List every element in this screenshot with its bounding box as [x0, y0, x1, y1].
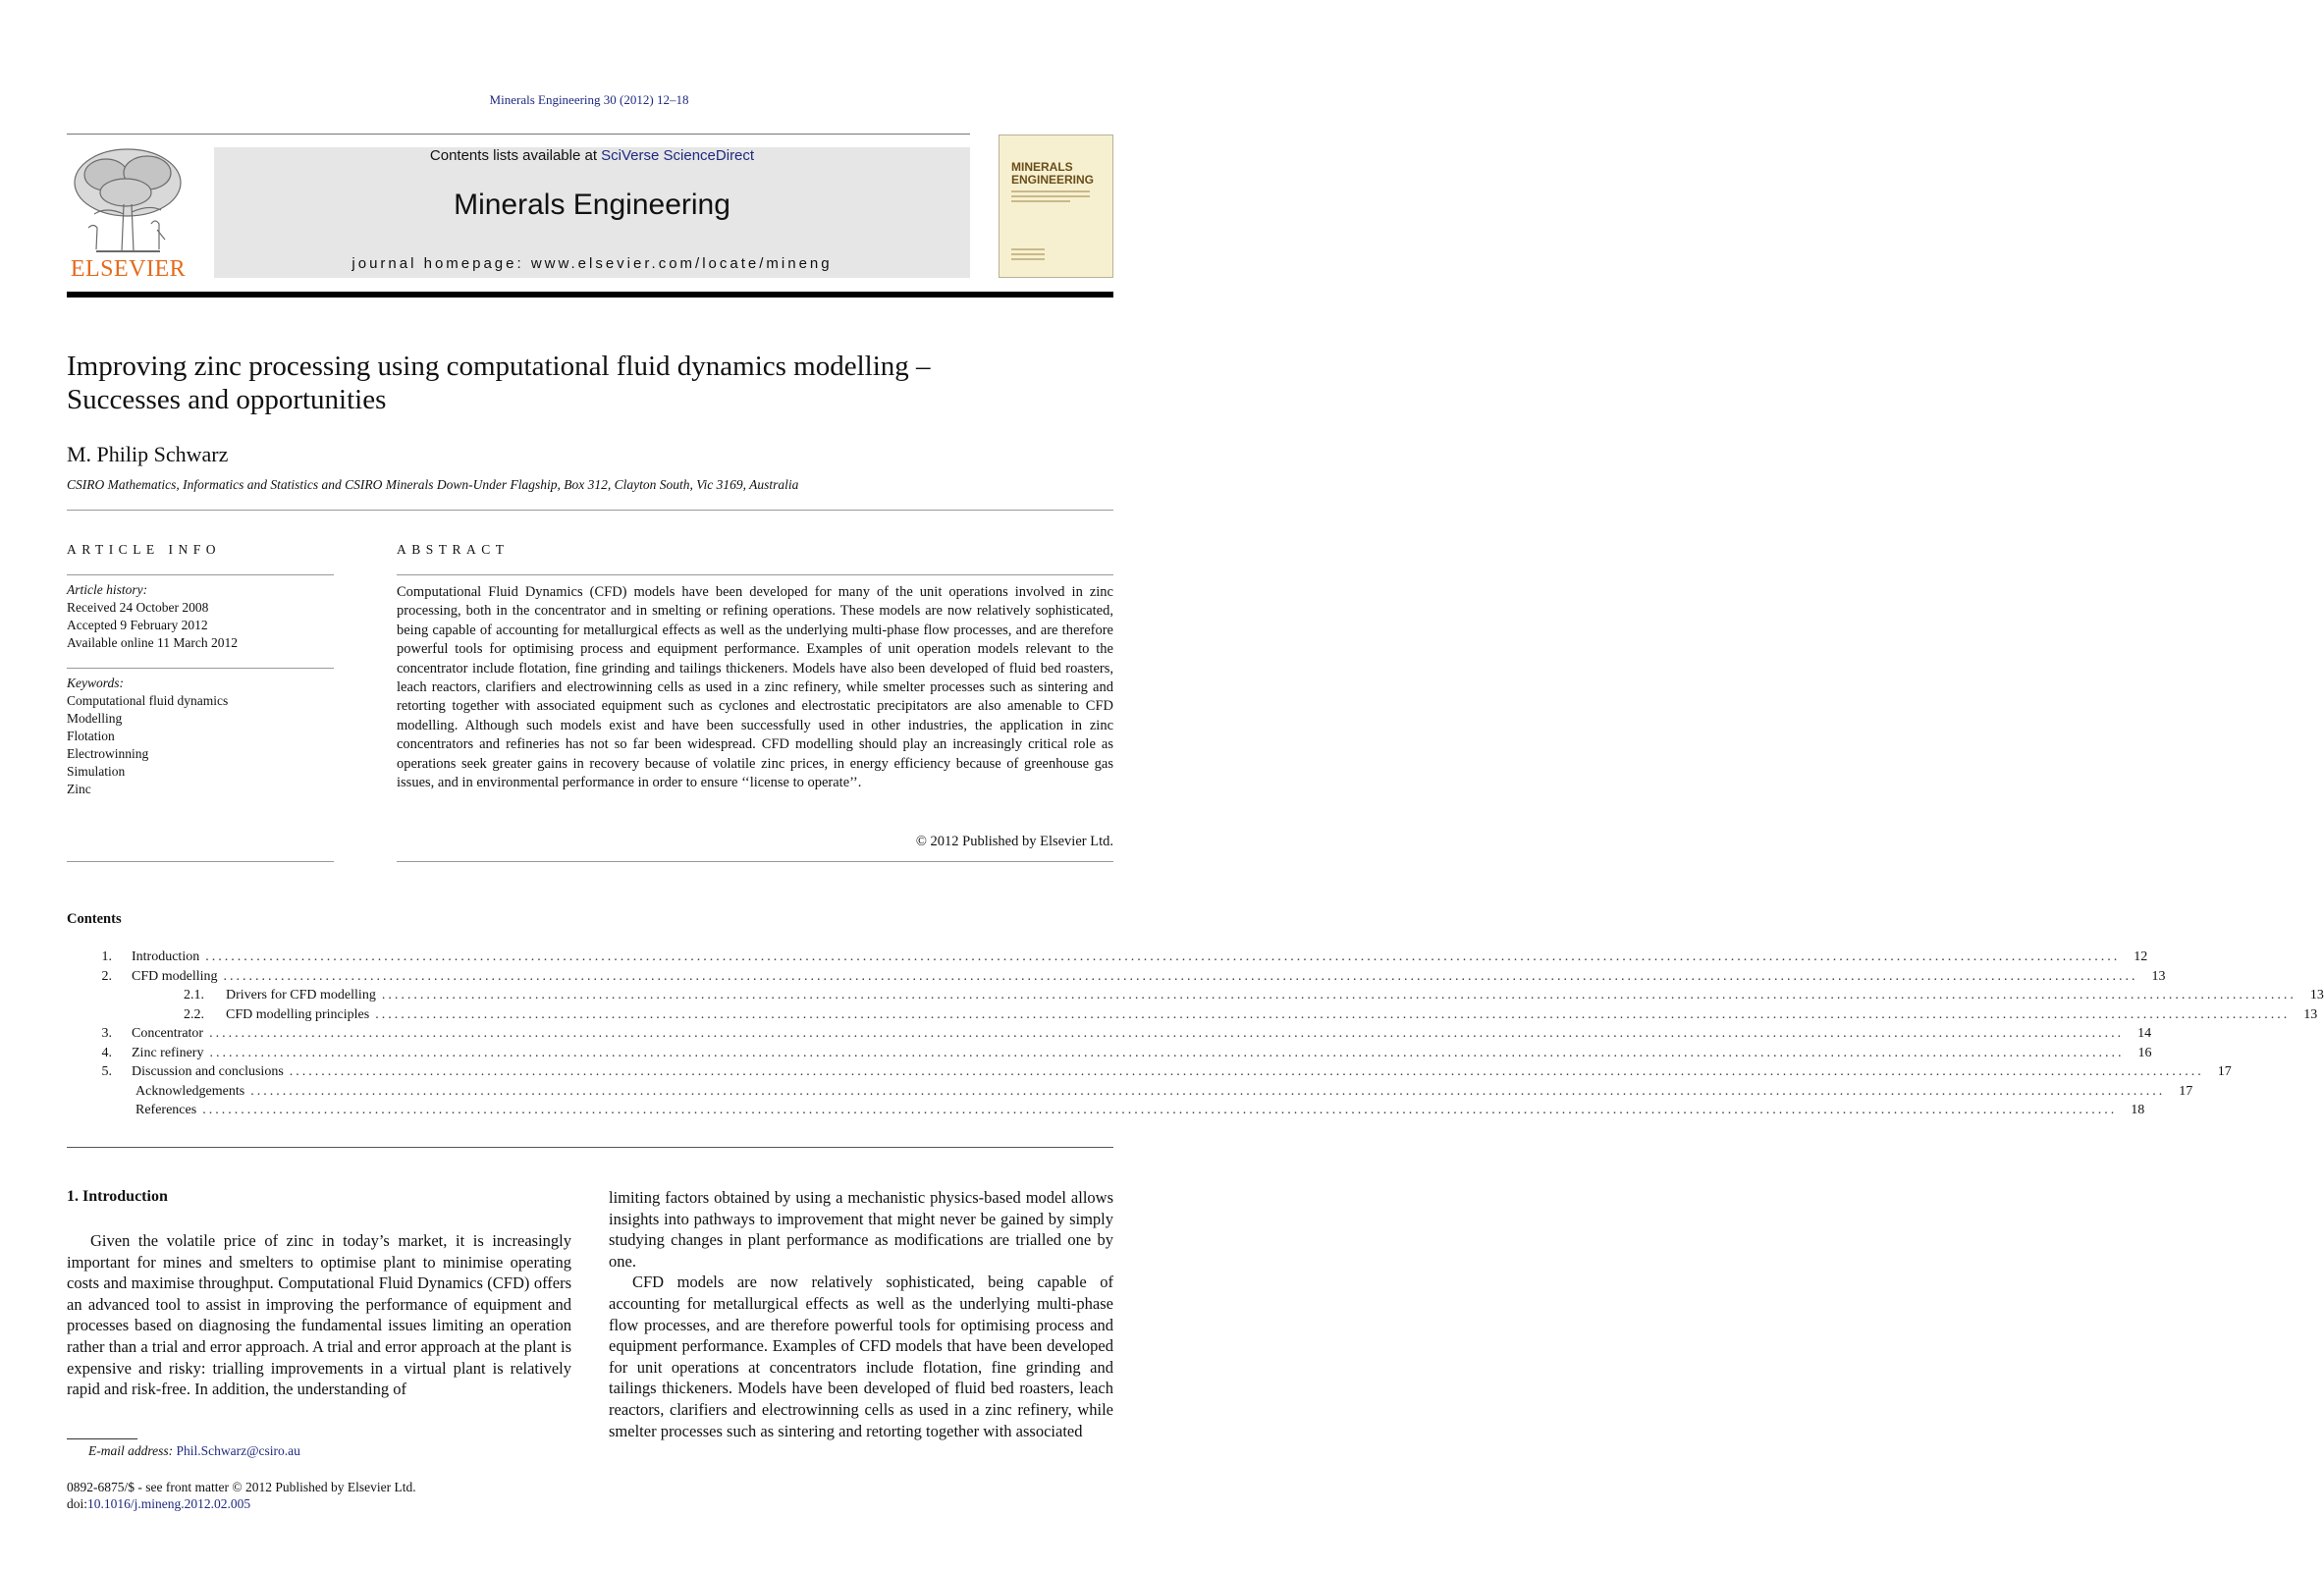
article-info-heading: ARTICLE INFO: [67, 542, 222, 557]
email-link[interactable]: Phil.Schwarz@csiro.au: [176, 1443, 300, 1458]
toc-leader-dots: ............................................................................................................................................................................................................................................................................................................: [202, 1103, 2118, 1117]
introduction-heading: 1. Introduction: [67, 1188, 168, 1205]
issn-line: 0892-6875/$ - see front matter © 2012 Published by Elsevier Ltd.: [67, 1480, 416, 1494]
article-title: [67, 350, 1113, 416]
email-label: E-mail address:: [88, 1443, 177, 1458]
toc-label[interactable]: Discussion and conclusions: [132, 1064, 284, 1079]
introduction-paragraph: CFD models are now relatively sophisticated, being capable of accounting for metallurgical effects as well as the underlying multi-phase flow processes, and are therefore powerful tools for optimising process and equipment performance. Examples of CFD models that have been developed for unit operations at concentrators include flotation, fine grinding and tailings thickeners. Models have been developed of fluid bed roasters, leach reactors, clarifiers and electrowinning cells as used in a zinc refinery, while smelter processes such as sintering and retorting together with associated: [609, 1273, 1113, 1440]
keyword: Zinc: [67, 782, 91, 796]
introduction-right-column: [609, 1187, 1113, 1441]
introduction-paragraph: Given the volatile price of zinc in today’s market, it is increasingly important for mines and smelters to optimise plant to minimise operating costs and maximise throughput. Computational Fluid Dynamics (CFD) offers an advanced tool to assist in improving the performance of equipment and processes based on diagnosing the fundamental issues limiting an operation rather than a trial and error approach. A trial and error approach at the plant is expensive and risky: trialling improvements in a virtual plant is relatively rapid and risk-free. In addition, the understanding of: [67, 1231, 571, 1399]
toc-leader-dots: ............................................................................................................................................................................................................................................................................................................: [250, 1083, 2166, 1099]
toc-number: 2.2.: [184, 1006, 204, 1022]
abstract-copyright: © 2012 Published by Elsevier Ltd.: [915, 834, 1113, 849]
author-affiliation: CSIRO Mathematics, Informatics and Statistics and CSIRO Minerals Down-Under Flagship, Box 312, Clayton South, Vic 3169, Australia: [67, 477, 799, 492]
toc-leader-dots: ............................................................................................................................................................................................................................................................................................................: [209, 1045, 2125, 1060]
keywords-rule: [67, 668, 334, 669]
toc-label[interactable]: Introduction: [132, 949, 200, 964]
history-received: Received 24 October 2008: [67, 600, 209, 615]
journal-name: Minerals Engineering: [454, 189, 730, 221]
title-line-1: Improving zinc processing using computational fluid dynamics modelling –: [67, 351, 931, 382]
footnote-rule: [67, 1438, 137, 1439]
toc-entry[interactable]: [67, 968, 2166, 989]
toc-label[interactable]: Drivers for CFD modelling: [226, 988, 376, 1002]
toc-label[interactable]: Zinc refinery: [132, 1045, 204, 1060]
doi-prefix: doi:: [67, 1496, 88, 1511]
toc-number: 2.: [101, 968, 112, 984]
keyword: Computational fluid dynamics: [67, 693, 229, 708]
history-accepted: Accepted 9 February 2012: [67, 618, 208, 632]
toc-page-number: 17: [2217, 1064, 2232, 1079]
toc-label[interactable]: References: [135, 1103, 197, 1117]
toc-entry[interactable]: [67, 1064, 2232, 1084]
cover-decoration: [1011, 190, 1090, 205]
journal-homepage[interactable]: journal homepage: www.elsevier.com/locate/mineng: [351, 255, 833, 272]
contents-bottom-rule: [67, 1147, 1113, 1148]
toc-entry[interactable]: [67, 988, 2324, 1007]
toc-page-number: 18: [2131, 1103, 2145, 1117]
introduction-paragraph: limiting factors obtained by using a mechanistic physics-based model allows insights into pathways to improvement that might never be gained by simply studying changes in plant performance as modifications are trialled one by one.: [609, 1188, 1113, 1271]
keywords: [67, 675, 334, 798]
toc-leader-dots: ............................................................................................................................................................................................................................................................................................................: [289, 1064, 2204, 1079]
toc-number: 3.: [101, 1026, 112, 1041]
journal-cover[interactable]: [999, 135, 1113, 278]
toc-leader-dots: ............................................................................................................................................................................................................................................................................................................: [381, 988, 2297, 1002]
doi-line: [67, 1495, 416, 1512]
affiliation-rule: [67, 510, 1113, 511]
article-info-rule: [67, 574, 334, 575]
keyword: Modelling: [67, 711, 123, 726]
article-info-bottom-rule: [67, 861, 334, 862]
toc-leader-dots: ............................................................................................................................................................................................................................................................................................................: [209, 1026, 2125, 1041]
keyword: Flotation: [67, 729, 115, 743]
toc-number: 1.: [101, 949, 112, 964]
abstract-heading: ABSTRACT: [397, 542, 510, 557]
toc-page-number: 13: [2151, 968, 2166, 984]
keyword: Simulation: [67, 764, 126, 779]
toc-page-number: 17: [2179, 1083, 2193, 1099]
abstract-rule: [397, 574, 1113, 575]
toc-number: 2.1.: [184, 988, 204, 1002]
toc-entry[interactable]: [67, 949, 2148, 969]
toc-label[interactable]: CFD modelling principles: [226, 1006, 370, 1022]
cover-title: MINERALS ENGINEERING: [1011, 160, 1095, 187]
toc-page-number: 13: [2309, 988, 2324, 1002]
toc-label[interactable]: Concentrator: [132, 1026, 204, 1041]
history-online: Available online 11 March 2012: [67, 635, 238, 650]
toc-leader-dots: ............................................................................................................................................................................................................................................................................................................: [375, 1006, 2291, 1022]
cover-decoration-bottom: [1011, 248, 1045, 263]
abstract-bottom-rule: [397, 861, 1113, 862]
article-history: [67, 581, 334, 652]
contents-heading: Contents: [67, 911, 122, 927]
toc-number: 5.: [101, 1064, 112, 1079]
toc-entry[interactable]: [67, 1083, 2193, 1104]
issn-block: [67, 1479, 416, 1512]
sciencedirect-link[interactable]: SciVerse ScienceDirect: [601, 147, 755, 164]
table-of-contents: [67, 949, 2324, 1122]
toc-leader-dots: ............................................................................................................................................................................................................................................................................................................: [223, 968, 2138, 984]
abstract-text: Computational Fluid Dynamics (CFD) models have been developed for many of the unit operations involved in zinc processing, both in the concentrator and in smelting or refining operations. These models are now relatively sophisticated, being capable of accounting for metallurgical effects as well as the underlying multi-phase flow processes, and are therefore powerful tools for optimising process and equipment performance. Examples of unit operation models relevant to the concentrator include flotation, fine grinding and tailings thickeners. Models have also been developed of fluid bed roasters, leach reactors, clarifiers and electrowinning cells as used in a zinc refinery, while smelter processes such as sintering and retorting together with associated equipment such as cyclones and electrostatic precipitators are also amenable to CFD modelling. Although such models exist and have been successfully used in other industries, the application in zinc concentrators and refineries has not so far been widespread. CFD modelling should play an increasingly critical role as operations seek greater gains in recovery because of volatile zinc prices, in energy efficiency because of greenhouse gas issues, and in environmental performance in order to ensure ‘‘license to operate’’.: [397, 584, 1113, 791]
elsevier-wordmark: ELSEVIER: [70, 256, 187, 282]
contents-available: [214, 147, 970, 164]
toc-number: 4.: [101, 1045, 112, 1060]
toc-page-number: 14: [2137, 1026, 2152, 1041]
journal-citation[interactable]: Minerals Engineering 30 (2012) 12–18: [489, 92, 689, 107]
title-line-2: Successes and opportunities: [67, 384, 387, 415]
toc-entry[interactable]: [67, 1026, 2152, 1046]
header-rule: [67, 134, 970, 135]
keywords-label: Keywords:: [67, 676, 124, 690]
contents-prefix: Contents lists available at: [429, 147, 602, 164]
elsevier-logo: [67, 145, 189, 283]
toc-page-number: 13: [2303, 1006, 2318, 1022]
tree-icon: [67, 145, 189, 255]
header-thick-rule: [67, 292, 1113, 298]
toc-page-number: 12: [2134, 949, 2148, 964]
introduction-left-column: [67, 1230, 571, 1400]
doi-link[interactable]: 10.1016/j.mineng.2012.02.005: [87, 1496, 251, 1511]
toc-page-number: 16: [2137, 1045, 2152, 1060]
toc-leader-dots: ............................................................................................................................................................................................................................................................................................................: [205, 949, 2121, 964]
keyword: Electrowinning: [67, 746, 149, 761]
toc-entry[interactable]: [67, 1103, 2145, 1122]
footnote-email: [88, 1443, 300, 1459]
toc-entry[interactable]: [67, 1045, 2152, 1065]
history-label: Article history:: [67, 582, 148, 597]
journal-banner: [214, 147, 970, 278]
toc-label[interactable]: CFD modelling: [132, 968, 218, 984]
toc-label[interactable]: Acknowledgements: [135, 1083, 245, 1099]
author-name: M. Philip Schwarz: [67, 442, 229, 466]
toc-entry[interactable]: [67, 1006, 2318, 1027]
